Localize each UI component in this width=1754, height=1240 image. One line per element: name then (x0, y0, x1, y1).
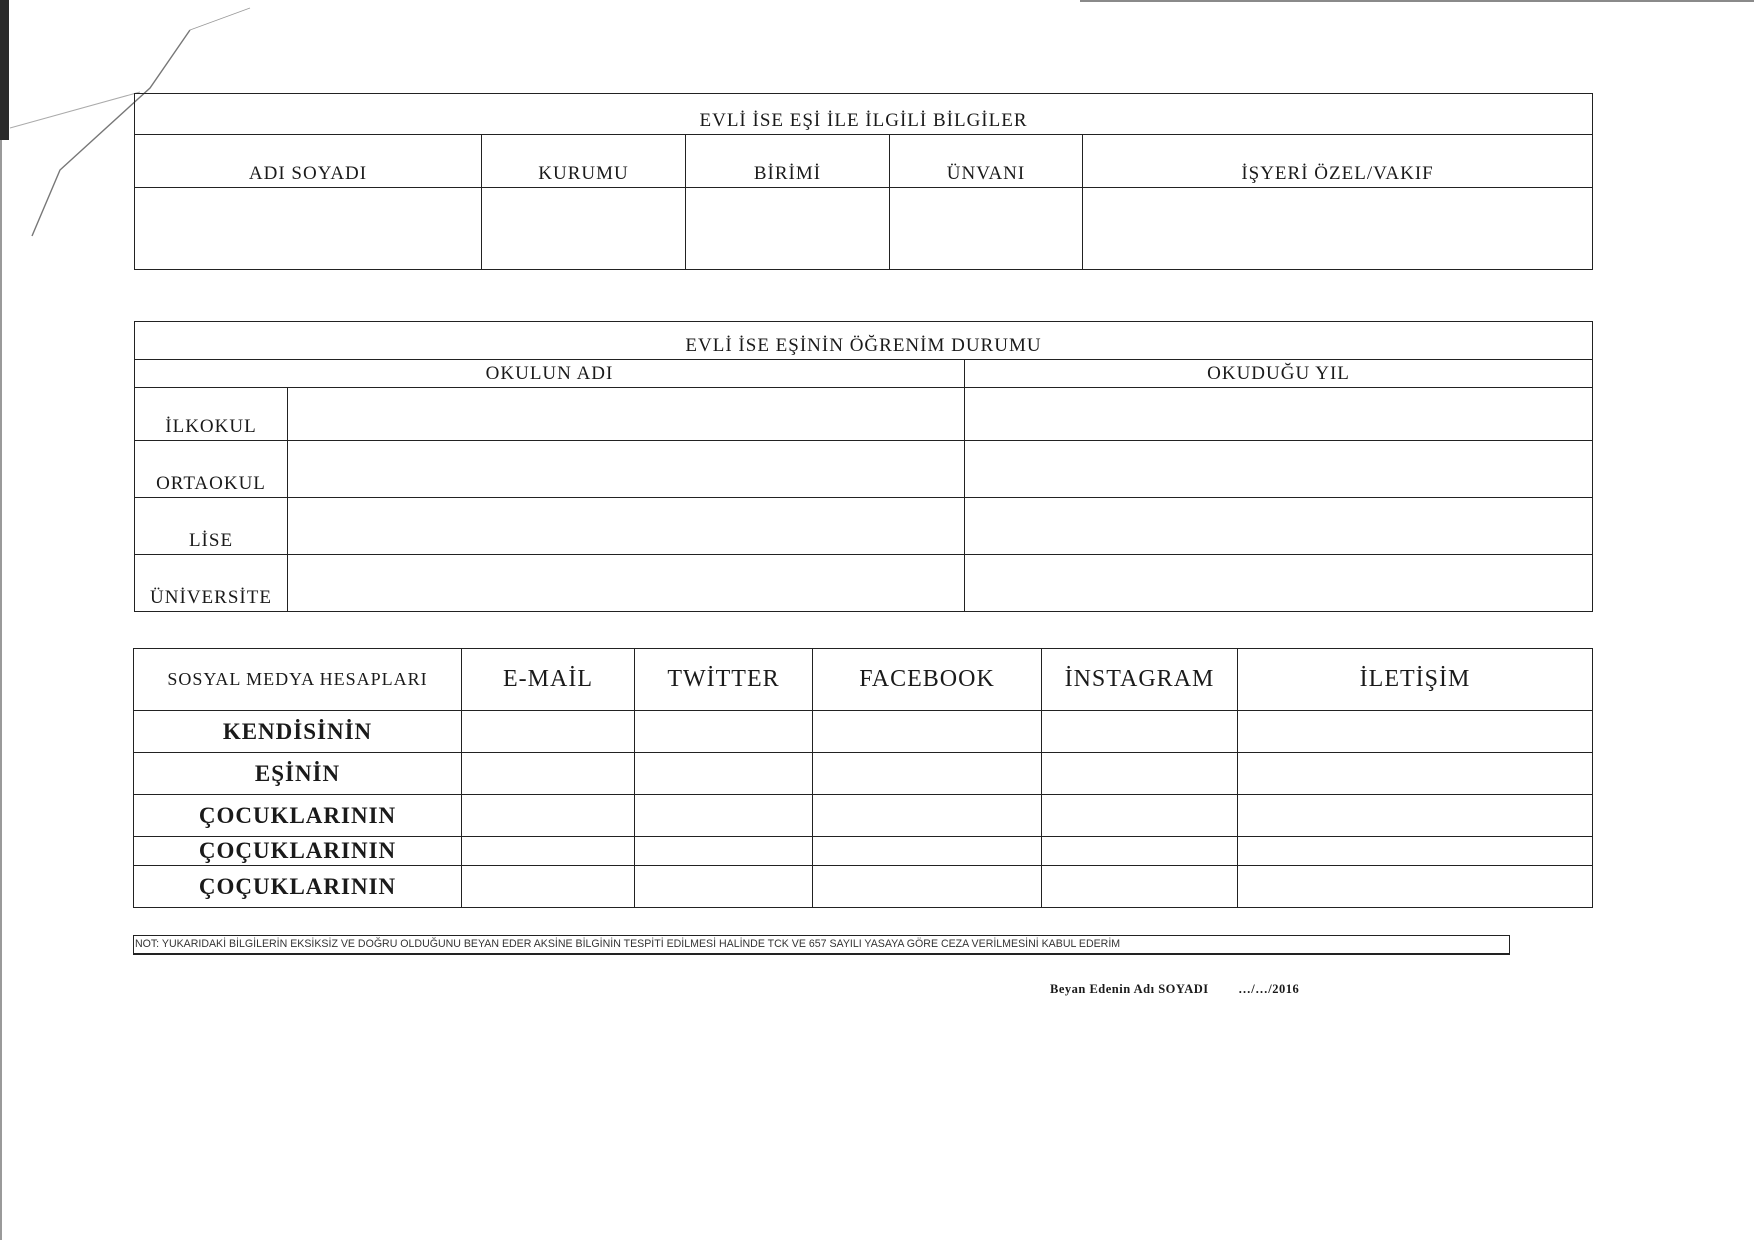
row-label: KENDİSİNİN (134, 711, 462, 753)
facebook-field[interactable] (813, 753, 1042, 795)
column-header: İLETİŞİM (1238, 649, 1593, 711)
row-label: ORTAOKUL (135, 441, 288, 498)
signature-line (1050, 982, 1299, 997)
email-field[interactable] (462, 711, 635, 753)
email-field[interactable] (462, 866, 635, 908)
facebook-field[interactable] (813, 866, 1042, 908)
social-media-table (133, 648, 1593, 908)
spouse-institution-field[interactable] (482, 188, 686, 270)
school-year-field[interactable] (965, 441, 1593, 498)
spouse-education-title: EVLİ İSE EŞİNİN ÖĞRENİM DURUMU (135, 322, 1593, 360)
column-header: OKUDUĞU YIL (965, 360, 1593, 388)
school-name-field[interactable] (288, 498, 965, 555)
twitter-field[interactable] (635, 711, 813, 753)
spouse-title-field[interactable] (890, 188, 1083, 270)
signature-label: Beyan Edenin Adı SOYADI (1050, 982, 1209, 996)
row-label: LİSE (135, 498, 288, 555)
twitter-field[interactable] (635, 837, 813, 866)
school-name-field[interactable] (288, 441, 965, 498)
facebook-field[interactable] (813, 837, 1042, 866)
spouse-unit-field[interactable] (686, 188, 890, 270)
column-header: ADI SOYADI (135, 135, 482, 188)
column-header: İNSTAGRAM (1042, 649, 1238, 711)
spouse-education-table (134, 321, 1593, 612)
contact-field[interactable] (1238, 837, 1593, 866)
twitter-field[interactable] (635, 795, 813, 837)
email-field[interactable] (462, 795, 635, 837)
row-label: EŞİNİN (134, 753, 462, 795)
column-header: BİRİMİ (686, 135, 890, 188)
instagram-field[interactable] (1042, 795, 1238, 837)
column-header: OKULUN ADI (135, 360, 965, 388)
school-name-field[interactable] (288, 388, 965, 441)
row-label: ÜNİVERSİTE (135, 555, 288, 612)
scan-edge-line (0, 140, 2, 1240)
row-label: ÇOÇUKLARININ (134, 837, 462, 866)
scan-edge-top (1080, 0, 1754, 2)
row-label: ÇOCUKLARININ (134, 795, 462, 837)
contact-field[interactable] (1238, 753, 1593, 795)
instagram-field[interactable] (1042, 866, 1238, 908)
row-label: İLKOKUL (135, 388, 288, 441)
instagram-field[interactable] (1042, 753, 1238, 795)
contact-field[interactable] (1238, 866, 1593, 908)
column-header: KURUMU (482, 135, 686, 188)
school-year-field[interactable] (965, 498, 1593, 555)
column-header: ÜNVANI (890, 135, 1083, 188)
spouse-workplace-field[interactable] (1083, 188, 1593, 270)
email-field[interactable] (462, 837, 635, 866)
instagram-field[interactable] (1042, 711, 1238, 753)
column-header: TWİTTER (635, 649, 813, 711)
spouse-name-field[interactable] (135, 188, 482, 270)
instagram-field[interactable] (1042, 837, 1238, 866)
column-header: E-MAİL (462, 649, 635, 711)
column-header: FACEBOOK (813, 649, 1042, 711)
spouse-info-title: EVLİ İSE EŞİ İLE İLGİLİ BİLGİLER (135, 94, 1593, 135)
contact-field[interactable] (1238, 711, 1593, 753)
school-year-field[interactable] (965, 388, 1593, 441)
school-year-field[interactable] (965, 555, 1593, 612)
spouse-info-table (134, 93, 1593, 270)
email-field[interactable] (462, 753, 635, 795)
row-label: ÇOÇUKLARININ (134, 866, 462, 908)
declaration-note: NOT: YUKARIDAKİ BİLGİLERİN EKSİKSİZ VE DOĞRU OLDUĞUNU BEYAN EDER AKSİNE BİLGİNİN TESPİTİ EDİLMESİ HALİNDE TCK VE 657 SAYILI YASAYA GÖRE CEZA VERİLMESİNİ KABUL EDERİM (133, 935, 1510, 955)
column-header: İŞYERİ ÖZEL/VAKIF (1083, 135, 1593, 188)
twitter-field[interactable] (635, 753, 813, 795)
contact-field[interactable] (1238, 795, 1593, 837)
twitter-field[interactable] (635, 866, 813, 908)
facebook-field[interactable] (813, 711, 1042, 753)
social-media-header: SOSYAL MEDYA HESAPLARI (134, 649, 462, 711)
signature-date: …/…/2016 (1238, 982, 1300, 996)
facebook-field[interactable] (813, 795, 1042, 837)
school-name-field[interactable] (288, 555, 965, 612)
